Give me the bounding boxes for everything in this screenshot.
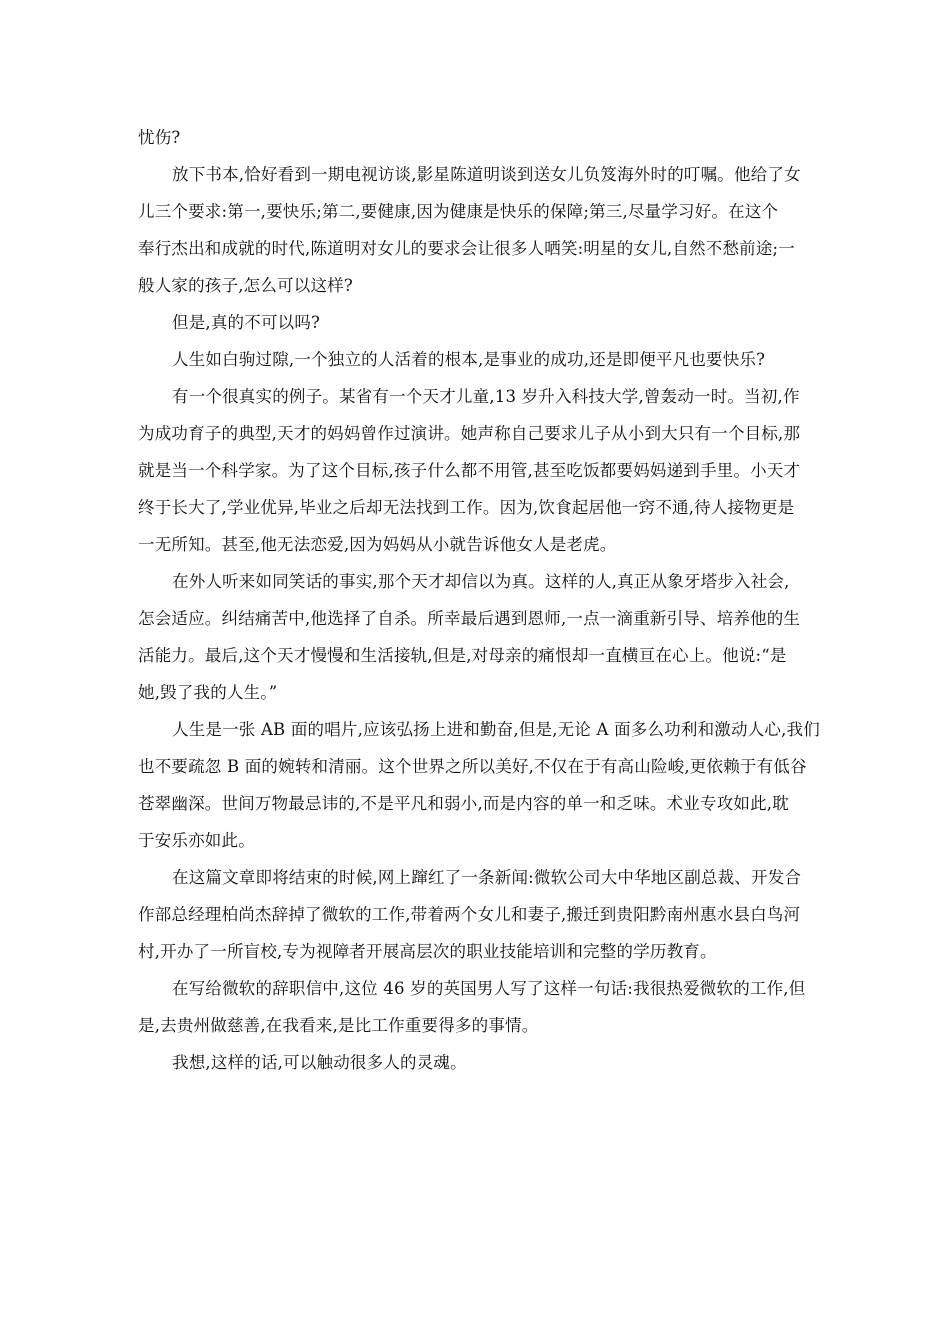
text-line: 终于长大了,学业优异,毕业之后却无法找到工作。因为,饮食起居他一窍不通,待人接物更是 bbox=[138, 498, 795, 517]
paragraph-line: 但是,真的不可以吗? bbox=[172, 313, 321, 332]
text-line: 活能力。最后,这个天才慢慢和生活接轨,但是,对母亲的痛恨却一直横亘在心上。他说:“是 bbox=[138, 646, 787, 665]
text-line: 为成功育子的典型,天才的妈妈曾作过演讲。她声称自己要求儿子从小到大只有一个目标,那 bbox=[138, 424, 801, 443]
text-line: 就是当一个科学家。为了这个目标,孩子什么都不用管,甚至吃饭都要妈妈递到手里。小天才 bbox=[138, 461, 801, 480]
text-line: 忧伤? bbox=[138, 128, 181, 147]
text-line: 怎会适应。纠结痛苦中,他选择了自杀。所幸最后遇到恩师,一点一滴重新引导、培养他的生 bbox=[138, 609, 801, 628]
text-line: 村,开办了一所盲校,专为视障者开展高层次的职业技能培训和完整的学历教育。 bbox=[138, 942, 717, 961]
text-line: 一无所知。甚至,他无法恋爱,因为妈妈从小就告诉他女人是老虎。 bbox=[138, 535, 617, 554]
text-line: 于安乐亦如此。 bbox=[138, 831, 255, 850]
text-line: 作部总经理柏尚杰辞掉了微软的工作,带着两个女儿和妻子,搬迁到贵阳黔南州惠水县白鸟河 bbox=[138, 905, 801, 924]
text-line: 是,去贵州做慈善,在我看来,是比工作重要得多的事情。 bbox=[138, 1016, 539, 1035]
paragraph-line: 在这篇文章即将结束的时候,网上蹿红了一条新闻:微软公司大中华地区副总裁、开发合 bbox=[172, 868, 802, 887]
text-line: 般人家的孩子,怎么可以这样? bbox=[138, 276, 353, 295]
paragraph-line: 我想,这样的话,可以触动很多人的灵魂。 bbox=[172, 1053, 467, 1072]
paragraph-line: 在写给微软的辞职信中,这位 46 岁的英国男人写了这样一句话:我很热爱微软的工作,但 bbox=[172, 979, 806, 998]
text-line: 她,毁了我的人生。” bbox=[138, 683, 278, 702]
paragraph-line: 有一个很真实的例子。某省有一个天才儿童,13 岁升入科技大学,曾轰动一时。当初,作 bbox=[172, 387, 800, 406]
text-line: 奉行杰出和成就的时代,陈道明对女儿的要求会让很多人哂笑:明星的女儿,自然不愁前途;一 bbox=[138, 239, 796, 258]
text-line: 苍翠幽深。世间万物最忌讳的,不是平凡和弱小,而是内容的单一和乏味。术业专攻如此,耽 bbox=[138, 794, 789, 813]
text-line: 也不要疏忽 B 面的婉转和清丽。这个世界之所以美好,不仅在于有高山险峻,更依赖于有低谷 bbox=[138, 757, 807, 776]
paragraph-line: 人生是一张 AB 面的唱片,应该弘扬上进和勤奋,但是,无论 A 面多么功利和激动人心,我们 bbox=[172, 720, 820, 739]
paragraph-line: 放下书本,恰好看到一期电视访谈,影星陈道明谈到送女儿负笈海外时的叮嘱。他给了女 bbox=[172, 165, 801, 184]
paragraph-line: 在外人听来如同笑话的事实,那个天才却信以为真。这样的人,真正从象牙塔步入社会, bbox=[172, 572, 790, 591]
text-line: 儿三个要求:第一,要快乐;第二,要健康,因为健康是快乐的保障;第三,尽量学习好。在这个 bbox=[138, 202, 779, 221]
paragraph-line: 人生如白驹过隙,一个独立的人活着的根本,是事业的成功,还是即便平凡也要快乐? bbox=[172, 350, 766, 369]
